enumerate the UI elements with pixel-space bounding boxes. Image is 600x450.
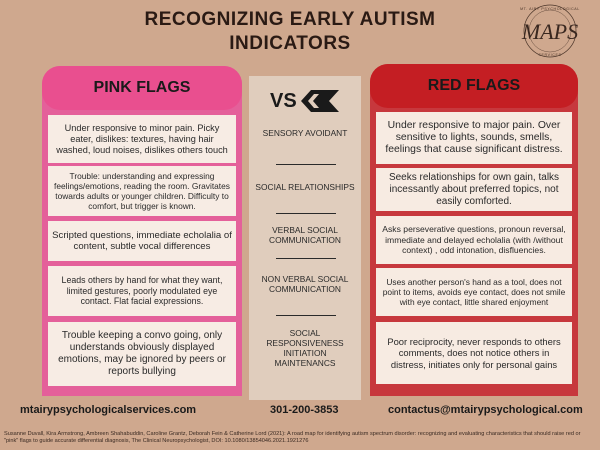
category-social-relationships: SOCIAL RELATIONSHIPS xyxy=(255,182,355,192)
divider xyxy=(276,258,336,259)
pink-card-verbal: Scripted questions, immediate echolalia of content, subtle vocal differences xyxy=(48,221,236,261)
pink-card-responsiveness: Trouble keeping a convo going, only understands obviously displayed emotions, may be ignored by peers or reports bullying xyxy=(48,322,236,386)
pink-card-nonverbal: Leads others by hand for what they want, limited gestures, poorly modulated eye contact. Flat facial expressions. xyxy=(48,266,236,316)
email-link[interactable]: contactus@mtairypsychological.com xyxy=(388,404,583,416)
pink-card-sensory: Under responsive to minor pain. Picky eater, dislikes: textures, having hair washed, loud noises, dislikes others touch xyxy=(48,115,236,163)
category-sensory: SENSORY AVOIDANT xyxy=(262,128,348,138)
divider xyxy=(276,213,336,214)
citation: Susanne Duvall, Kira Armstrong, Ambreen Shahabuddin, Caroline Grantz, Deborah Fein & Catherine Lord (2021): A road map for identifying autism spectrum disorder: recognizing and evaluating characteristics that should raise red or "pink" flags to guide accurate differential diagnosis, The Clinical Neuropsychologist, DOI: 10.1080/13854046.2021.1921276 xyxy=(4,431,581,444)
category-verbal: VERBAL SOCIAL COMMUNICATION xyxy=(269,225,341,245)
red-card-social-relationships: Seeks relationships for own gain, talks incessantly about preferred topics, not easily comforted. xyxy=(376,168,572,211)
red-card-sensory: Under responsive to major pain. Over sensitive to lights, sounds, smells, feelings that cause significant distress. xyxy=(376,112,572,164)
chevron-arrow-icon xyxy=(299,88,341,114)
website-link[interactable]: mtairypsychologicalservices.com xyxy=(20,404,197,416)
category-nonverbal: NON VERBAL SOCIAL COMMUNICATION xyxy=(261,274,349,294)
pink-card-social-relationships: Trouble: understanding and expressing feelings/emotions, reading the room. Gravitates towards adults or younger children. Difficulty to comfort, but trigger is known. xyxy=(48,166,236,216)
pink-flags-header: PINK FLAGS xyxy=(42,66,242,110)
divider xyxy=(276,164,336,165)
red-card-responsiveness: Poor reciprocity, never responds to others comments, does not notice others in distress, initiates only for personal gains xyxy=(376,322,572,384)
page-title: RECOGNIZING EARLY AUTISM INDICATORS xyxy=(144,9,436,54)
svg-text:MT. AIRY PSYCHOLOGICAL: MT. AIRY PSYCHOLOGICAL xyxy=(520,7,580,11)
phone-number[interactable]: 301-200-3853 xyxy=(270,404,339,416)
red-card-nonverbal: Uses another person's hand as a tool, does not point to items, avoids eye contact, does not smile with eye contact, little shared enjoyment xyxy=(376,268,572,316)
category-responsiveness: SOCIAL RESPONSIVENESS INITIATION MAINTENANCS xyxy=(266,328,344,368)
red-flags-header: RED FLAGS xyxy=(370,64,578,108)
svg-text:SERVICES: SERVICES xyxy=(538,53,562,57)
vs-label: VS xyxy=(270,89,297,112)
svg-text:MAPS: MAPS xyxy=(521,19,579,44)
maps-logo xyxy=(506,2,594,60)
red-card-verbal: Asks perseverative questions, pronoun reversal, immediate and delayed echolalia (with /without context) , odd intonation, disfluencies. xyxy=(376,216,572,264)
divider xyxy=(276,315,336,316)
vs-badge xyxy=(270,86,344,116)
